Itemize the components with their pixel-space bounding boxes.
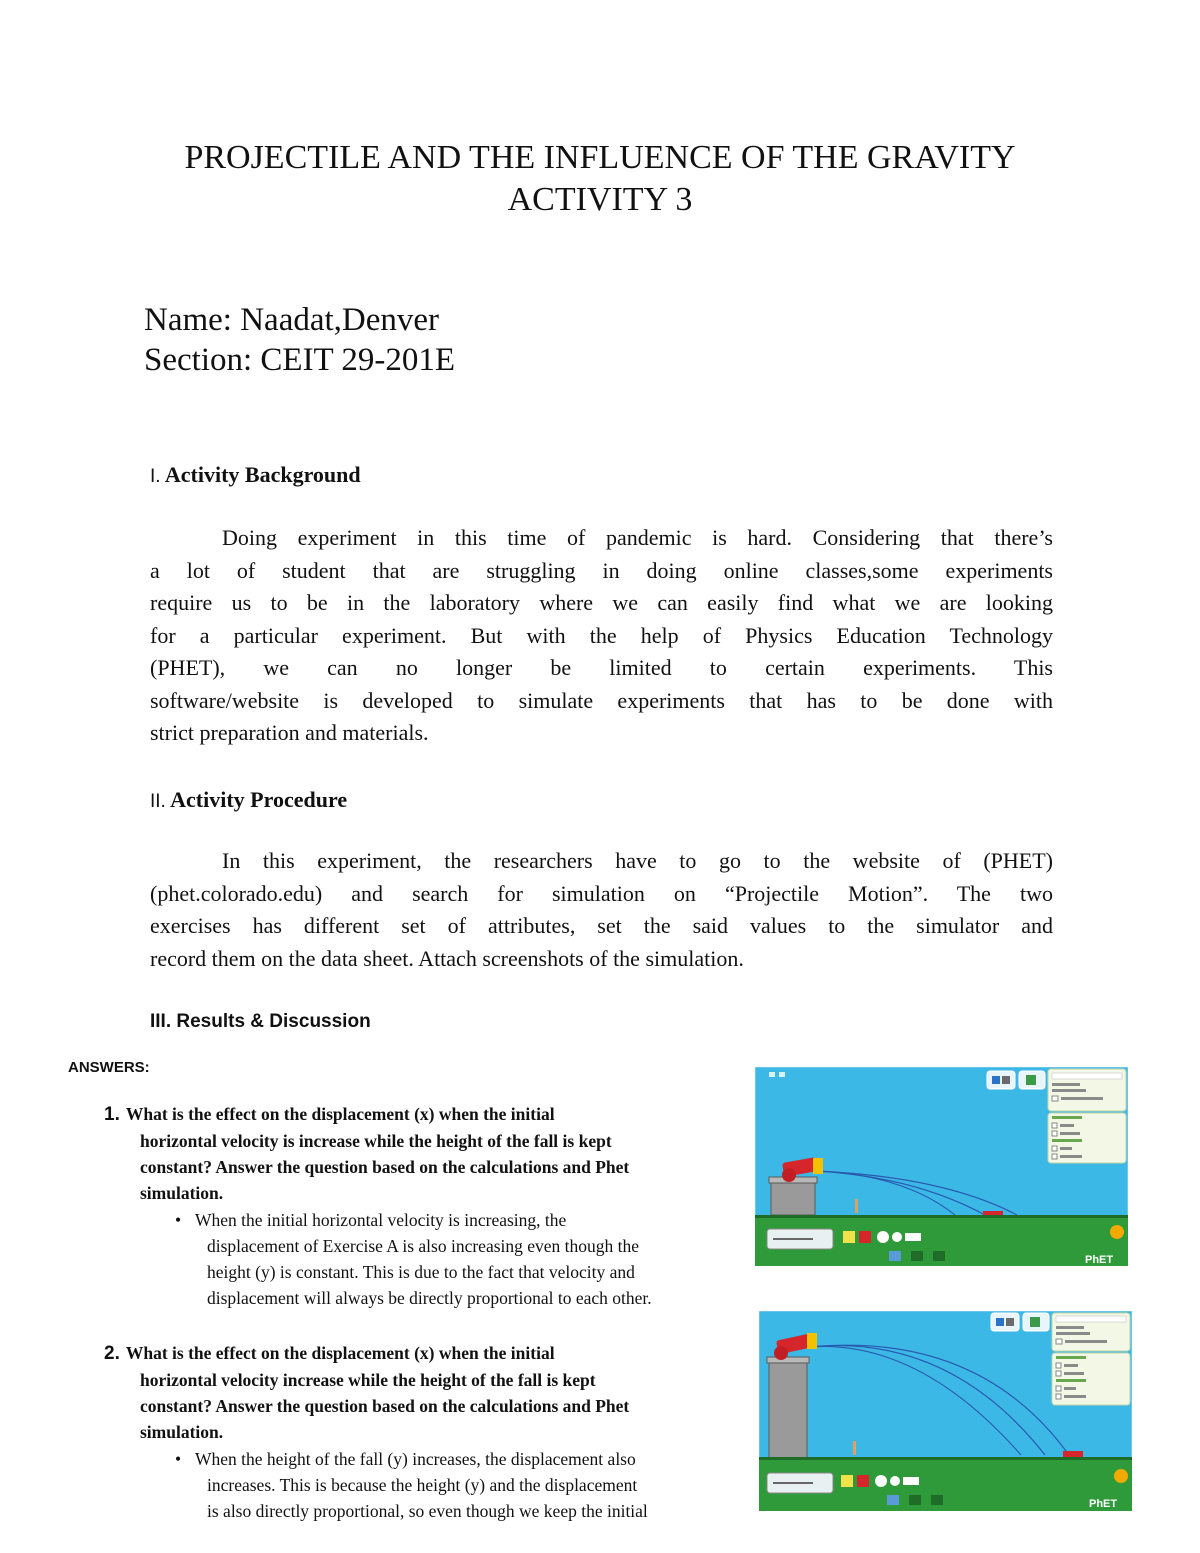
section-title: Activity Background [164,462,361,487]
question-number: 2. [104,1343,120,1364]
paragraph-line: software/website is developed to simulate experiments that has to be done with [150,687,1053,713]
answer-line: height (y) is constant. This is due to the fact that velocity and [207,1262,635,1282]
simulation-screenshot-2 [759,1311,1132,1511]
question-line: horizontal velocity increase while the height of the fall is kept [140,1370,596,1390]
answer-line: increases. This is because the height (y) and the displacement [207,1475,638,1495]
question-line: constant? Answer the question based on the calculations and Phet [140,1157,630,1177]
bullet-icon: • [175,1449,182,1469]
section-title: Activity Procedure [170,787,348,812]
question-line: simulation. [140,1183,224,1203]
answer-line: displacement will always be directly proportional to each other. [207,1288,652,1308]
activity-number: ACTIVITY 3 [507,181,693,218]
student-name: Name: Naadat,Denver [144,302,440,338]
question-line: constant? Answer the question based on the calculations and Phet [140,1396,630,1416]
paragraph-line: for a particular experiment. But with the help of Physics Education Technology [150,622,1053,648]
paragraph-line: In this experiment, the researchers have to go to the website of (PHET) [222,848,1053,873]
paragraph-line: exercises has different set of attributes, set the said values to the simulator and [150,913,1053,938]
question-2 [104,1340,744,1445]
question-line: horizontal velocity is increase while the height of the fall is kept [140,1131,612,1151]
paragraph-line: Doing experiment in this time of pandemic is hard. Considering that there’s [222,525,1053,550]
document-title: PROJECTILE AND THE INFLUENCE OF THE GRAVITY [184,139,1016,176]
answer-line: is also directly proportional, so even though we keep the initial [207,1501,648,1521]
background-paragraph [150,522,1053,750]
question-line: 1. What is the effect on the displacement (x) when the initial [104,1104,555,1125]
section-number: II. [150,791,166,812]
paragraph-line: record them on the data sheet. Attach screenshots of the simulation. [150,945,744,971]
answer-line: When the height of the fall (y) increases, the displacement also [195,1449,636,1469]
answer-1 [175,1207,760,1311]
paragraph-line: a lot of student that are struggling in doing online classes,some experiments [150,557,1053,583]
section-heading-background [150,462,361,488]
question-line: simulation. [140,1422,224,1442]
answer-2 [175,1446,760,1524]
student-section: Section: CEIT 29-201E [144,342,456,378]
question-line: 2. What is the effect on the displacement (x) when the initial [104,1343,555,1364]
simulation-screenshot-1 [755,1067,1128,1266]
question-1 [104,1101,744,1206]
question-number: 1. [104,1104,120,1125]
phet-logo: PhET [1089,1498,1118,1510]
bullet-icon: • [175,1210,182,1230]
phet-logo: PhET [1085,1254,1114,1266]
section-number: I. [150,466,161,487]
paragraph-line: strict preparation and materials. [150,720,429,745]
section-heading-procedure [150,787,347,813]
paragraph-line: (PHET), we can no longer be limited to certain experiments. This [150,655,1053,680]
paragraph-line: (phet.colorado.edu) and search for simulation on “Projectile Motion”. The two [150,880,1053,906]
answers-label: ANSWERS: [68,1059,150,1076]
answer-line: displacement of Exercise A is also increasing even though the [207,1236,640,1256]
section-heading-results: III. Results & Discussion [150,1011,371,1032]
paragraph-line: require us to be in the laboratory where we can easily find what we are looking [150,590,1053,615]
procedure-paragraph [150,845,1053,975]
answer-line: When the initial horizontal velocity is increasing, the [195,1210,567,1230]
